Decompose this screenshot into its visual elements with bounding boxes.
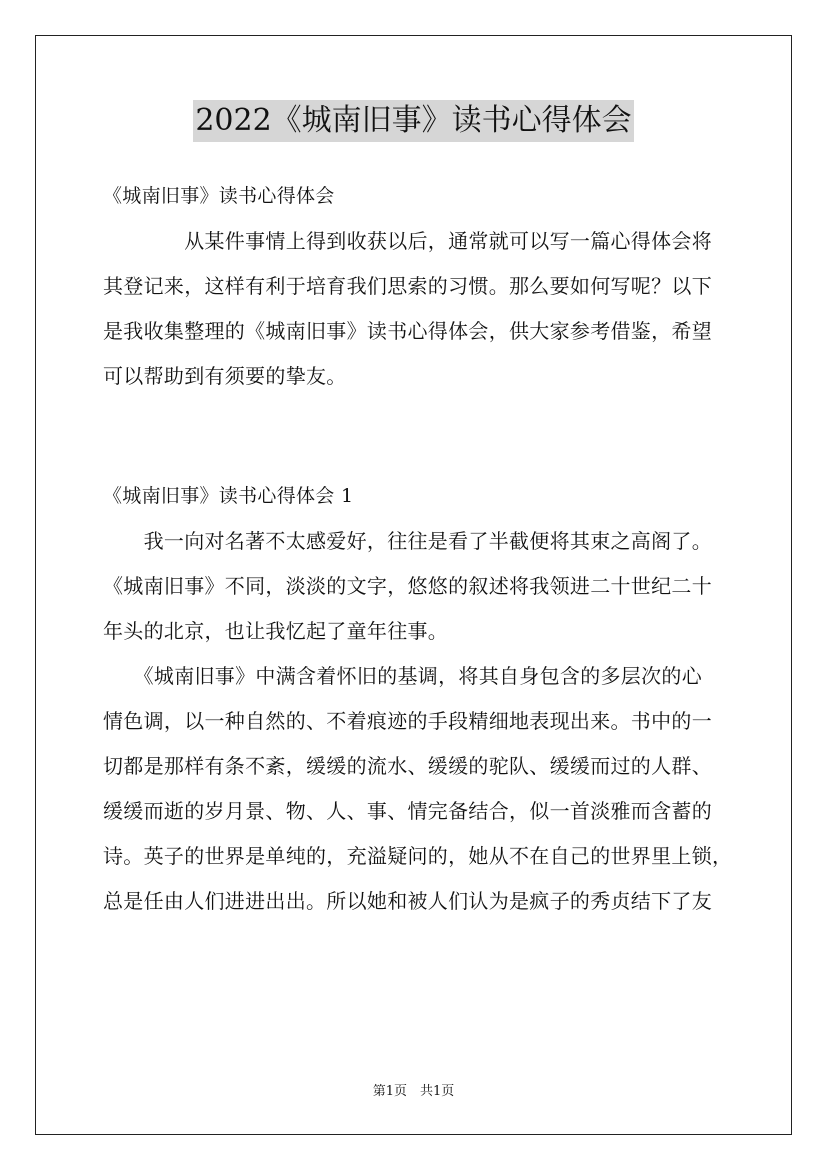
para2-line: 诗。英子的世界是单纯的，充溢疑问的，她从不在自己的世界里上锁， [103,844,733,868]
para2-line: 总是任由人们进进出出。所以她和被人们认为是疯子的秀贞结下了友 [103,889,712,913]
document-title: 2022《城南旧事》读书心得体会 [193,100,633,142]
para1-line: 年头的北京，也让我忆起了童年往事。 [103,619,449,643]
intro-line: 从某件事情上得到收获以后，通常就可以写一篇心得体会将 [103,229,712,253]
section1-heading: 《城南旧事》读书心得体会 1 [103,485,354,507]
intro-heading: 《城南旧事》读书心得体会 [103,185,335,207]
para2-line: 情色调，以一种自然的、不着痕迹的手段精细地表现出来。书中的一 [103,709,712,733]
section-spacer [103,399,743,429]
page-number-label: 第1页 共1页 [372,1084,455,1099]
intro-line: 其登记来，这样有利于培育我们思索的习惯。那么要如何写呢？以下 [103,274,712,298]
title-container [0,100,827,142]
document-body [103,174,743,924]
para1-line: 《城南旧事》不同，淡淡的文字，悠悠的叙述将我领进二十世纪二十 [103,574,712,598]
para2-line: 切都是那样有条不紊，缓缓的流水、缓缓的驼队、缓缓而过的人群、 [103,754,712,778]
para2-line: 缓缓而逝的岁月景、物、人、事、情完备结合，似一首淡雅而含蓄的 [103,799,712,823]
para2-line: 《城南旧事》中满含着怀旧的基调，将其自身包含的多层次的心 [103,664,702,688]
para1-line: 我一向对名著不太感爱好，往往是看了半截便将其束之高阁了。 [103,529,712,553]
page-footer [0,1082,827,1102]
intro-line: 是我收集整理的《城南旧事》读书心得体会，供大家参考借鉴，希望 [103,319,712,343]
intro-line: 可以帮助到有须要的挚友。 [103,364,347,388]
blank-line [103,429,743,474]
